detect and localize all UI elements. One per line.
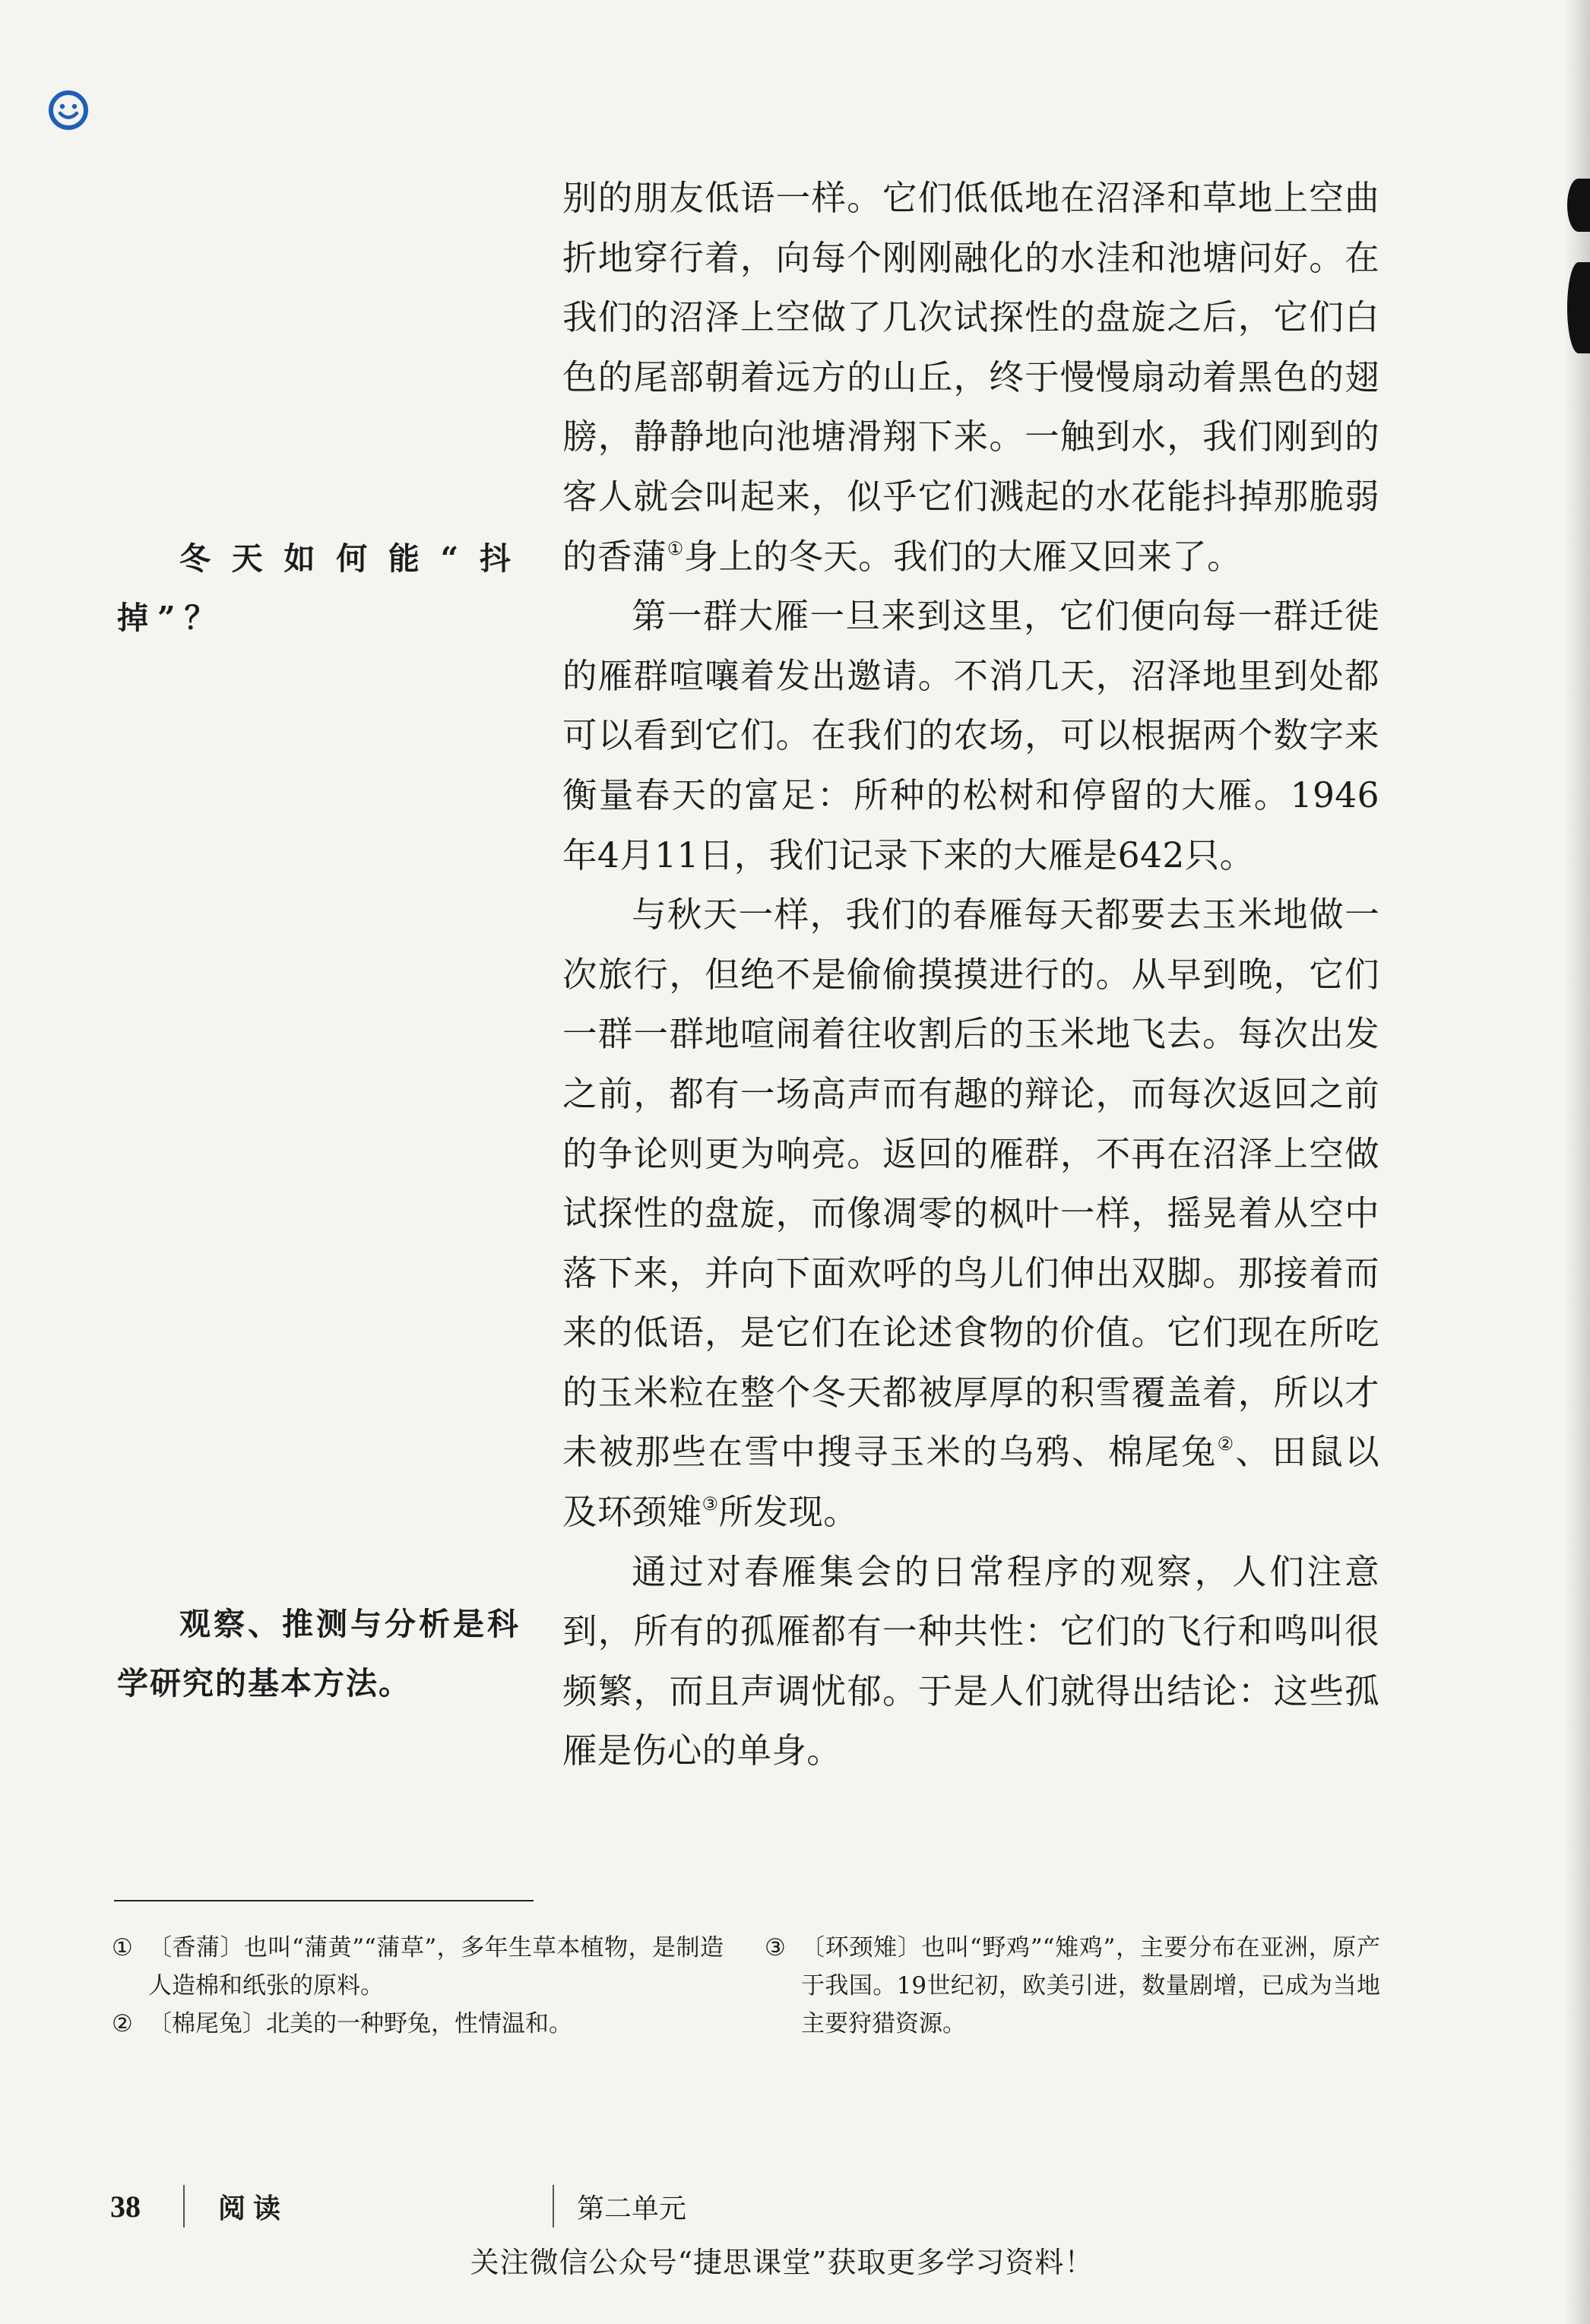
page-number: 38 <box>110 2189 141 2224</box>
footnote <box>112 1929 724 2005</box>
footnote-mark: ① <box>112 1934 133 1961</box>
footnote-mark: ③ <box>765 1934 786 1961</box>
side-note-text: 冬天如何能“抖掉”？ <box>117 540 520 636</box>
edge-blot <box>1567 179 1590 232</box>
footnote-text: 〔香蒲〕也叫“蒲黄”“蒲草”，多年生草本植物，是制造人造棉和纸张的原料。 <box>148 1934 724 1999</box>
watermark-text: 关注微信公众号“捷思课堂”获取更多学习资料！ <box>470 2246 1094 2279</box>
footnote-ref-1[interactable]: ① <box>667 537 684 559</box>
footer-divider <box>553 2185 554 2227</box>
page-footer <box>110 2183 288 2230</box>
side-note-text: 观察、推测与分析是科学研究的基本方法。 <box>117 1606 520 1702</box>
footnote-ref-3[interactable]: ③ <box>702 1493 719 1515</box>
smiley-icon <box>48 90 89 131</box>
unit-footer <box>553 2183 686 2230</box>
paragraph: 与秋天一样，我们的春雁每天都要去玉米地做一次旅行，但绝不是偷偷摸摸进行的。从早到晚，它们一群一群地喧闹着往收割后的玉米地飞去。每次出发之前，都有一场高声而有趣的辩论，而每次返回之前的争论则更为响亮。返回的雁群，不再在沼泽上空做试探性的盘旋，而像凋零的枫叶一样，摇晃着从空中落下来，并向下面欢呼的鸟儿们伸出双脚。那接着而来的低语，是它们在论述食物的价值。它们现在所吃的玉米粒在整个冬天都被厚厚的积雪覆盖着，所以才未被那些在雪中搜寻玉米的乌鸦、棉尾兔②、田鼠以及环颈雉③所发现。 <box>562 894 1380 1533</box>
main-text <box>562 169 1379 1781</box>
paragraph: 第一群大雁一旦来到这里，它们便向每一群迁徙的雁群喧嚷着发出邀请。不消几天，沼泽地里到处都可以看到它们。在我们的农场，可以根据两个数字来衡量春天的富足：所种的松树和停留的大雁。1946年4月11日，我们记录下来的大雁是642只。 <box>562 596 1379 875</box>
page-edge <box>1564 0 1590 2324</box>
unit-label: 第二单元 <box>577 2193 687 2224</box>
side-note <box>117 529 520 647</box>
edge-blot <box>1567 262 1590 353</box>
footnote-mark: ② <box>112 2010 133 2037</box>
footnote-ref-2[interactable]: ② <box>1217 1433 1236 1455</box>
footnote-text: 〔棉尾兔〕北美的一种野兔，性情温和。 <box>148 2010 572 2037</box>
footnotes-left <box>112 1929 724 2043</box>
footnote <box>765 1929 1380 2043</box>
paragraph: 通过对春雁集会的日常程序的观察，人们注意到，所有的孤雁都有一种共性：它们的飞行和鸣叫很频繁，而且声调忧郁。于是人们就得出结论：这些孤雁是伤心的单身。 <box>562 1551 1379 1771</box>
footnotes-right <box>765 1929 1380 2043</box>
footer-divider <box>183 2185 185 2227</box>
section-label: 阅读 <box>218 2192 289 2224</box>
footnote <box>112 2005 724 2043</box>
footnote-divider <box>114 1900 534 1901</box>
side-note <box>117 1594 520 1713</box>
paragraph: 别的朋友低语一样。它们低低地在沼泽和草地上空曲折地穿行着，向每个刚刚融化的水洼和池塘问好。在我们的沼泽上空做了几次试探性的盘旋之后，它们白色的尾部朝着远方的山丘，终于慢慢扇动着黑色的翅膀，静静地向池塘滑翔下来。一触到水，我们刚到的客人就会叫起来，似乎它们溅起的水花能抖掉那脆弱的香蒲①身上的冬天。我们的大雁又回来了。 <box>562 178 1379 577</box>
footnote-text: 〔环颈雉〕也叫“野鸡”“雉鸡”，主要分布在亚洲，原产于我国。19世纪初，欧美引进，数量剧增，已成为当地主要狩猎资源。 <box>801 1934 1380 2037</box>
